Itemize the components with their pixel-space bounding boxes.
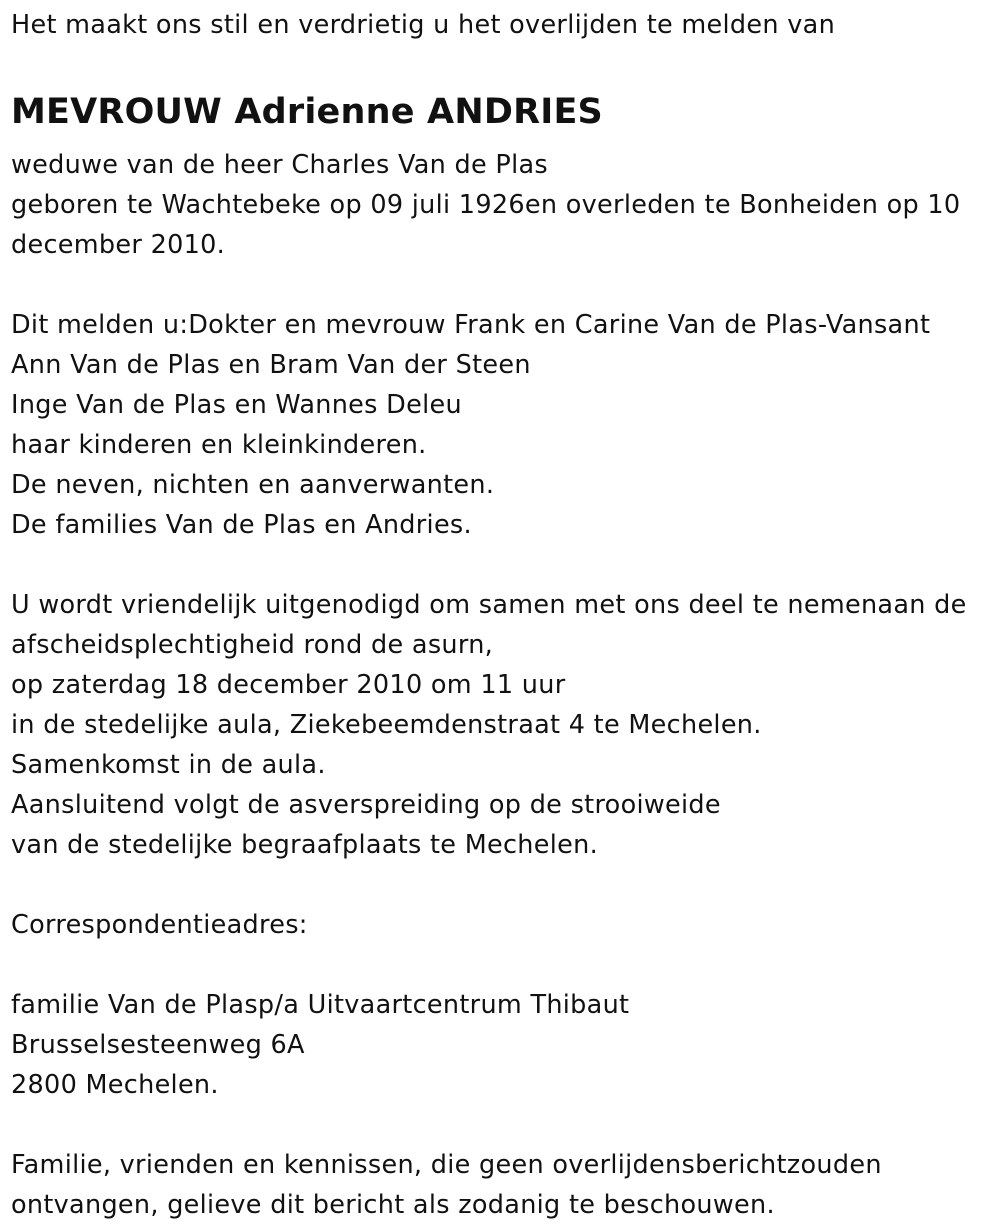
spacer (11, 945, 996, 985)
intro-text: Het maakt ons stil en verdrietig u het overlijden te melden van (11, 10, 836, 40)
born-died-text: geboren te Wachtebeke op 09 juli 1926en overleden te Bonheiden op 10 (11, 190, 961, 220)
address-line: 2800 Mechelen. (11, 1070, 219, 1100)
announced-by-section (11, 305, 996, 545)
deceased-name: MEVROUW Adrienne ANDRIES (11, 92, 603, 132)
spacer (11, 865, 996, 905)
ceremony-line: van de stedelijke begraafplaats te Mechelen. (11, 830, 598, 860)
announced-by-line: De families Van de Plas en Andries. (11, 510, 472, 540)
closing-line: ontvangen, gelieve dit bericht als zodanig te beschouwen. (11, 1190, 775, 1220)
ceremony-line: U wordt vriendelijk uitgenodigd om samen met ons deel te nemenaan de (11, 590, 967, 620)
address-block (11, 985, 996, 1105)
widow-of-text: weduwe van de heer Charles Van de Plas (11, 150, 548, 180)
address-line: familie Van de Plasp/a Uitvaartcentrum Thibaut (11, 990, 630, 1020)
announced-by-line: haar kinderen en kleinkinderen. (11, 430, 427, 460)
ceremony-line: Samenkomst in de aula. (11, 750, 326, 780)
announced-by-line: Inge Van de Plas en Wannes Deleu (11, 390, 462, 420)
ceremony-section (11, 585, 996, 865)
correspondence-label: Correspondentieadres: (11, 910, 308, 940)
announced-by-line: Ann Van de Plas en Bram Van der Steen (11, 350, 531, 380)
ceremony-line: afscheidsplechtigheid rond de asurn, (11, 630, 494, 660)
address-line: Brusselsesteenweg 6A (11, 1030, 305, 1060)
spacer (11, 545, 996, 585)
ceremony-line: in de stedelijke aula, Ziekebeemdenstraat 4 te Mechelen. (11, 710, 762, 740)
ceremony-line: Aansluitend volgt de asverspreiding op de strooiweide (11, 790, 721, 820)
closing-line: Familie, vrienden en kennissen, die geen overlijdensberichtzouden (11, 1150, 882, 1180)
spacer (11, 265, 996, 305)
closing-section (11, 1145, 996, 1225)
announced-by-line: De neven, nichten en aanverwanten. (11, 470, 495, 500)
ceremony-line: op zaterdag 18 december 2010 om 11 uur (11, 670, 566, 700)
announced-by-line: Dit melden u:Dokter en mevrouw Frank en Carine Van de Plas-Vansant (11, 310, 931, 340)
obituary-notice (11, 0, 996, 1225)
spacer (11, 45, 996, 85)
born-died-text-cont: december 2010. (11, 230, 226, 260)
spacer (11, 1105, 996, 1145)
